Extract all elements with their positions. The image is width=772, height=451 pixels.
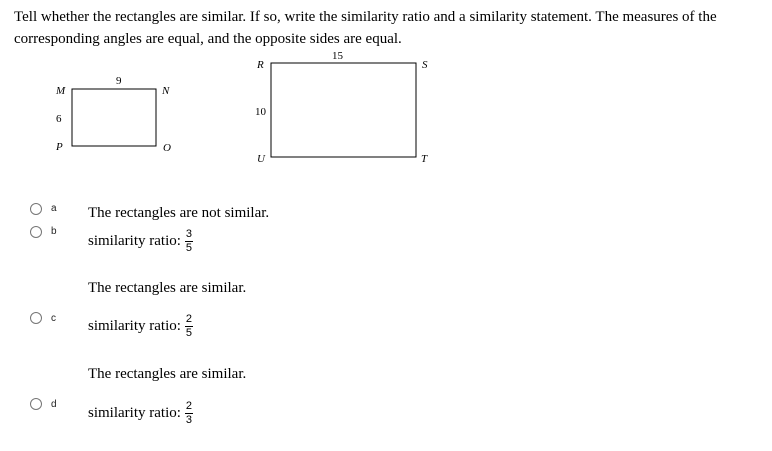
choice-d-ratio bbox=[88, 401, 193, 426]
choice-d-fraction bbox=[185, 401, 193, 426]
large-height-label: 10 bbox=[255, 106, 266, 118]
vertex-s-label: S bbox=[422, 59, 428, 71]
choice-c-statement: The rectangles are similar. bbox=[88, 366, 247, 382]
small-width-label: 9 bbox=[116, 75, 122, 87]
choice-b-letter: b bbox=[51, 226, 57, 237]
choice-b-denominator: 5 bbox=[185, 242, 193, 254]
choice-c-ratio-label: similarity ratio: bbox=[88, 318, 181, 334]
small-rectangle bbox=[72, 89, 156, 146]
choice-c-numerator: 2 bbox=[185, 313, 193, 325]
choice-d-numerator: 2 bbox=[185, 400, 193, 412]
choice-d-radio[interactable] bbox=[30, 398, 42, 410]
vertex-o-label: O bbox=[163, 142, 171, 154]
vertex-m-label: M bbox=[56, 85, 66, 97]
small-height-label: 6 bbox=[56, 113, 62, 125]
choice-b-fraction bbox=[185, 229, 193, 254]
vertex-t-label: T bbox=[421, 153, 428, 165]
choice-b-numerator: 3 bbox=[185, 228, 193, 240]
choice-b-radio[interactable] bbox=[30, 226, 42, 238]
vertex-u-label: U bbox=[257, 153, 265, 165]
choice-c-denominator: 5 bbox=[185, 327, 193, 339]
choice-a-text: The rectangles are not similar. bbox=[88, 205, 270, 221]
choice-b-ratio bbox=[88, 229, 193, 254]
choice-a-letter: a bbox=[51, 203, 57, 214]
choice-c-letter: c bbox=[51, 313, 56, 324]
choice-d-denominator: 3 bbox=[185, 414, 193, 426]
vertex-r-label: R bbox=[257, 59, 264, 71]
vertex-n-label: N bbox=[162, 85, 170, 97]
choice-a-radio[interactable] bbox=[30, 203, 42, 215]
large-width-label: 15 bbox=[332, 50, 343, 62]
choice-d-letter: d bbox=[51, 399, 57, 410]
choice-d-ratio-label: similarity ratio: bbox=[88, 405, 181, 421]
choice-b-ratio-label: similarity ratio: bbox=[88, 233, 181, 249]
choice-c-ratio bbox=[88, 314, 193, 339]
choice-b-statement: The rectangles are similar. bbox=[88, 280, 247, 296]
vertex-p-label: P bbox=[56, 141, 63, 153]
choice-c-radio[interactable] bbox=[30, 312, 42, 324]
large-rectangle bbox=[271, 63, 416, 157]
question-text: Tell whether the rectangles are similar. If so, write the similarity ratio and a similarity statement. The measures of the corresponding angles are equal, and the opposite sides are equal. bbox=[14, 9, 717, 47]
choice-c-fraction bbox=[185, 314, 193, 339]
